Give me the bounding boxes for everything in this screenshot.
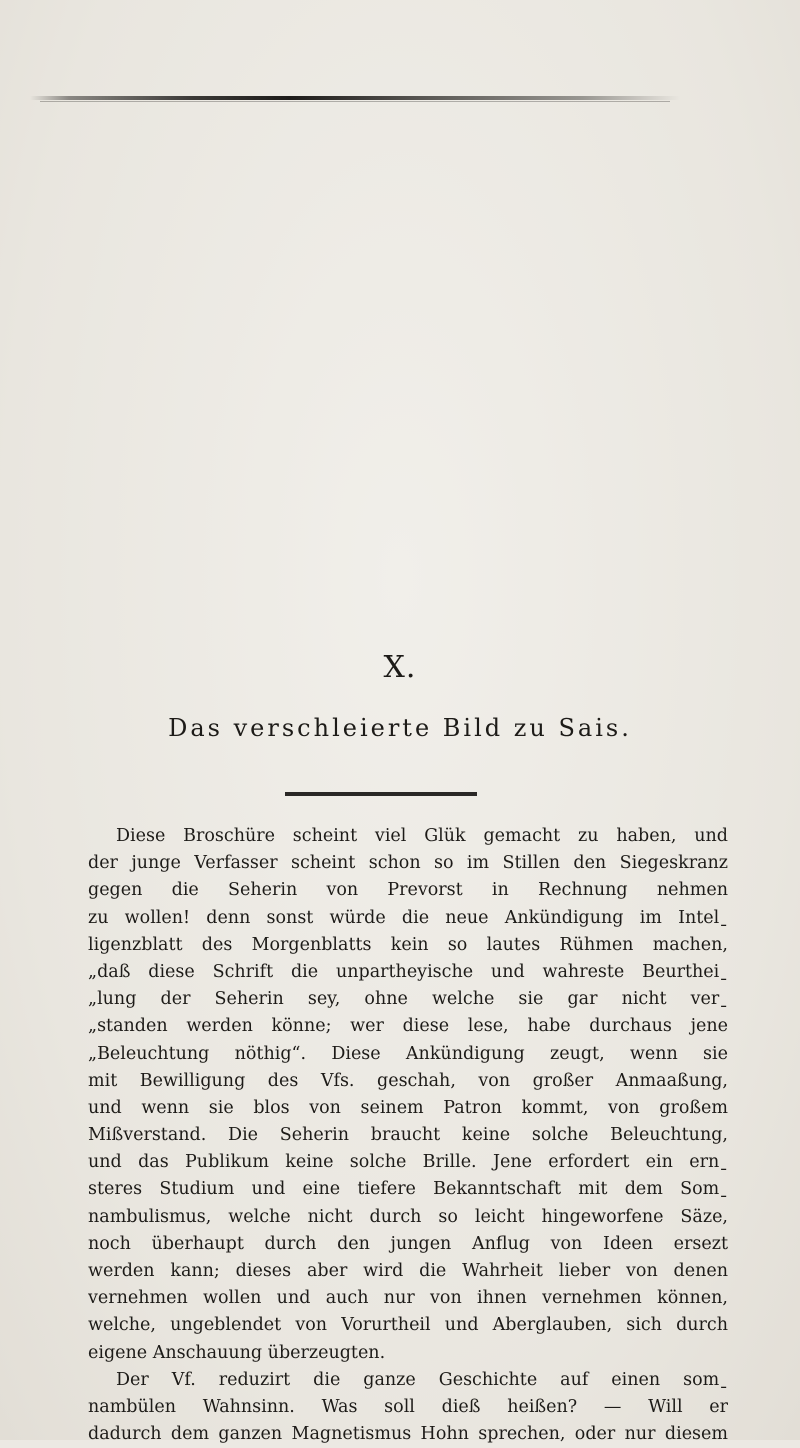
text-line: Mißverstand. Die Seherin braucht keine solche Beleuchtung, [88,1125,728,1146]
text-line: vernehmen wollen und auch nur von ihnen vernehmen können, [88,1288,728,1309]
text-line: „Beleuchtung nöthig“. Diese Ankündigung zeugt, wenn sie [88,1043,728,1064]
text-line: „lung der Seherin sey, ohne welche sie gar nicht verˍ [88,989,728,1010]
text-line: mit Bewilligung des Vfs. geschah, von großer Anmaaßung, [88,1070,728,1091]
body-text [88,823,728,1448]
title-divider-rule [285,792,477,796]
text-line: noch überhaupt durch den jungen Anflug von Ideen ersezt [88,1233,728,1254]
text-line: der junge Verfasser scheint schon so im Stillen den Siegeskranz [88,853,728,874]
text-line: ligenzblatt des Morgenblatts kein so lautes Rühmen machen, [88,934,728,955]
text-line: nambulismus, welche nicht durch so leicht hingeworfene Säze, [88,1206,728,1227]
top-border-thin-rule [40,101,670,102]
text-line: welche, ungeblendet von Vorurtheil und Aberglauben, sich durch [88,1315,728,1336]
text-line: werden kann; dieses aber wird die Wahrheit lieber von denen [88,1261,728,1281]
text-line: „standen werden könne; wer diese lese, habe durchaus jene [88,1016,728,1037]
text-line: Diese Broschüre scheint viel Glük gemacht zu haben, und [116,826,728,846]
text-line: und wenn sie blos von seinem Patron kommt, von großem [88,1097,728,1118]
top-border-rule [30,96,680,100]
text-line: und das Publikum keine solche Brille. Jene erfordert ein ernˍ [88,1152,728,1173]
chapter-number: X. [383,650,417,685]
text-line: gegen die Seherin von Prevorst in Rechnung nehmen [88,880,728,901]
text-line: nambülen Wahnsinn. Was soll dieß heißen? — Will er [88,1396,728,1417]
chapter-title: Das verschleierte Bild zu Sais. [168,714,632,742]
text-line: steres Studium und eine tiefere Bekanntschaft mit dem Somˍ [88,1179,728,1200]
text-line: „daß diese Schrift die unpartheyische und wahreste Beurtheiˍ [88,961,728,982]
text-line: dadurch dem ganzen Magnetismus Hohn sprechen, oder nur diesem [88,1424,728,1445]
text-line: Der Vf. reduzirt die ganze Geschichte auf einen somˍ [116,1369,728,1390]
text-line: zu wollen! denn sonst würde die neue Ankündigung im Intelˍ [88,907,728,928]
text-line: eigene Anschauung überzeugten. [88,1342,386,1363]
